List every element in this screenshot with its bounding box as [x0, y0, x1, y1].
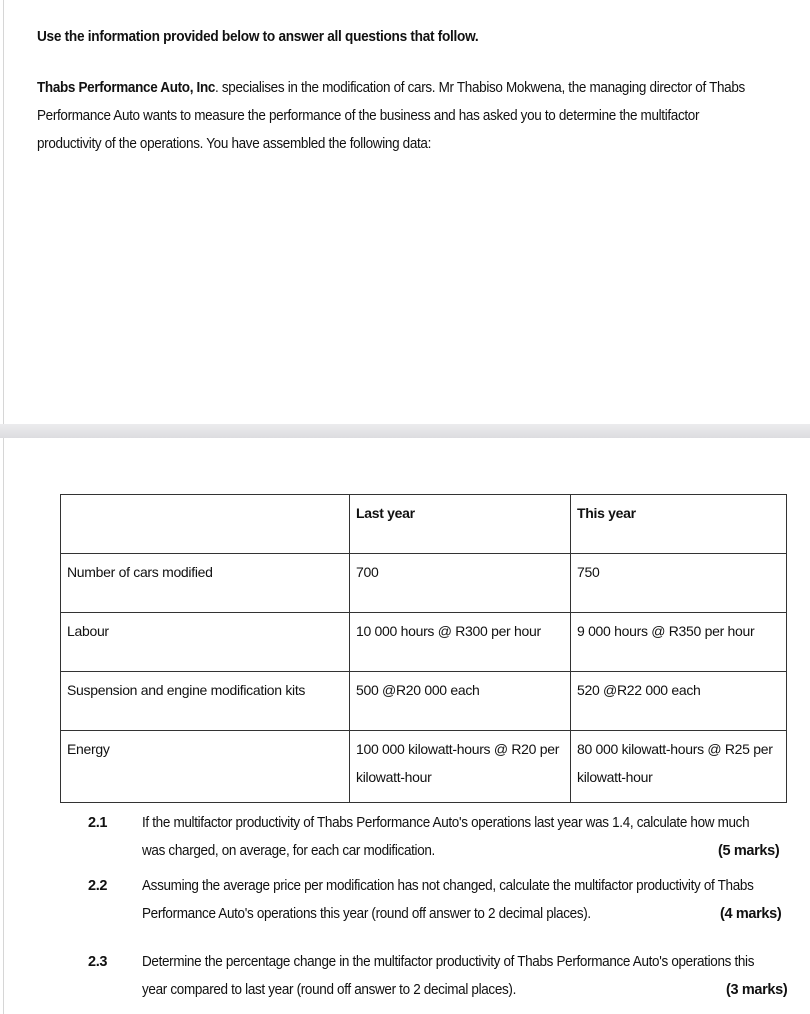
table-row: [61, 731, 787, 803]
intro-line-1: Thabs Performance Auto, Inc. specialises in the modification of cars. Mr Thabiso Mokwena, the managing director of Thabs: [37, 80, 745, 96]
intro-line-2: Performance Auto wants to measure the performance of the business and has asked you to determine the multifactor: [37, 108, 700, 124]
intro-line-3: productivity of the operations. You have assembled the following data:: [37, 136, 432, 152]
cell-this-year: 520 @R22 000 each: [571, 672, 787, 731]
table-row: [61, 613, 787, 672]
row-label: Number of cars modified: [61, 554, 350, 613]
table-header-row: [61, 495, 787, 554]
question-text: If the multifactor productivity of Thabs Performance Auto's operations last year was 1.4, calculate how much was charged, on average, for each car modification.: [142, 815, 750, 859]
intro-paragraph: [37, 74, 786, 158]
page-separator: [0, 424, 810, 438]
question-text: Assuming the average price per modification has not changed, calculate the multifactor productivity of Thabs Performance Auto's operations this year (round off answer to 2 decimal places).: [142, 878, 754, 922]
row-label: Labour: [61, 613, 350, 672]
table-row: [61, 672, 787, 731]
cell-this-year: 9 000 hours @ R350 per hour: [571, 613, 787, 672]
question-number: 2.1: [88, 815, 108, 831]
instructions-heading: Use the information provided below to answer all questions that follow.: [37, 29, 479, 45]
question-number: 2.3: [88, 954, 108, 970]
cell-last-year: 700: [350, 554, 571, 613]
data-table: [60, 494, 787, 803]
cell-last-year: 500 @R20 000 each: [350, 672, 571, 731]
cell-this-year: 80 000 kilowatt-hours @ R25 per kilowatt-hour: [571, 731, 787, 803]
table-row: [61, 554, 787, 613]
cell-this-year: 750: [571, 554, 787, 613]
question-number: 2.2: [88, 878, 108, 894]
question-marks: (5 marks): [718, 843, 780, 859]
header-last-year: Last year: [350, 495, 571, 554]
row-label: Suspension and engine modification kits: [61, 672, 350, 731]
page-top: [4, 0, 810, 424]
header-empty: [61, 495, 350, 554]
question-text: Determine the percentage change in the multifactor productivity of Thabs Performance Auto's operations this year compared to last year (round off answer to 2 decimal places).: [142, 954, 755, 998]
company-name: Thabs Performance Auto, Inc: [37, 80, 216, 96]
question-marks: (4 marks): [720, 906, 782, 922]
row-label: Energy: [61, 731, 350, 803]
header-this-year: This year: [571, 495, 787, 554]
cell-last-year: 10 000 hours @ R300 per hour: [350, 613, 571, 672]
question-marks: (3 marks): [726, 982, 788, 998]
cell-last-year: 100 000 kilowatt-hours @ R20 per kilowatt-hour: [350, 731, 571, 803]
